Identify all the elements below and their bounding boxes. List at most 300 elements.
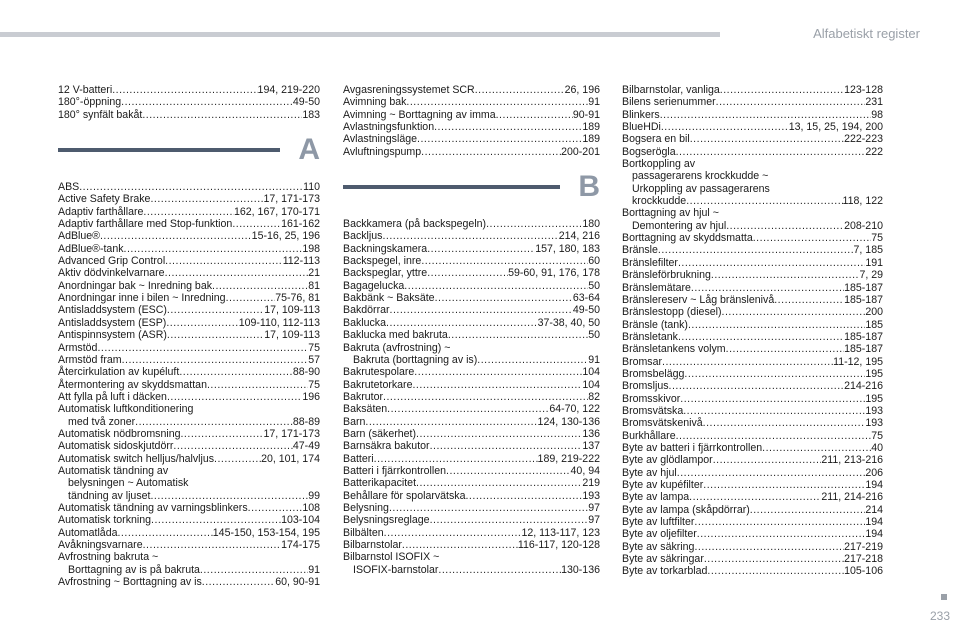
index-entry <box>58 255 320 267</box>
page-number: 233 <box>929 609 950 623</box>
index-entry-line <box>343 267 600 279</box>
entry-text: Blinkers <box>622 108 660 121</box>
entry-text: AdBlue®-tank <box>58 242 124 255</box>
entry-text: Att fylla på luft i däcken <box>58 390 167 403</box>
entry-pages: 189, 219-222 <box>537 452 600 465</box>
index-entry <box>58 267 320 279</box>
index-entry <box>622 158 883 207</box>
index-entry <box>622 393 883 405</box>
dot-leader <box>414 366 582 378</box>
dot-leader <box>179 366 293 378</box>
dot-leader <box>427 243 535 255</box>
entry-text: Avlastningsläge <box>343 133 418 146</box>
entry-pages: 26, 196 <box>564 84 600 96</box>
entry-pages: 214, 216 <box>558 230 600 243</box>
entry-pages: 214-216 <box>844 380 883 393</box>
dot-leader <box>226 292 276 304</box>
entry-text: Borttagning av skyddsmatta <box>622 232 753 245</box>
dot-leader <box>713 454 822 466</box>
entry-pages: 123-128 <box>844 84 883 96</box>
entry-text: Byte av luftfilter <box>622 516 695 529</box>
entry-text: Bränsleförbrukning <box>622 269 711 282</box>
entry-text: Bromsskivor <box>622 392 681 405</box>
entry-pages: 75 <box>308 378 320 391</box>
dot-leader <box>726 343 844 355</box>
entry-pages: 104 <box>582 378 600 391</box>
entry-pages: 116-117, 120-128 <box>517 539 600 551</box>
index-column-1 <box>58 84 320 588</box>
entry-text: Bilens serienummer <box>622 96 716 109</box>
entry-text: Bränslereserv ~ Låg bränslenivå <box>622 293 775 306</box>
index-entry <box>343 121 600 133</box>
entry-pages: 185 <box>865 318 883 331</box>
dot-leader <box>387 403 549 415</box>
index-entry <box>622 244 883 256</box>
entry-pages: 20, 101, 174 <box>261 452 320 465</box>
section-letter: A <box>298 133 320 167</box>
index-entry-line <box>622 343 883 355</box>
entry-pages: 193 <box>865 404 883 417</box>
entry-text: Batterikapacitet <box>343 477 417 490</box>
index-entry-line <box>622 417 883 429</box>
entry-text: Bromsar <box>622 355 663 368</box>
index-entry <box>622 430 883 442</box>
index-entry <box>58 391 320 403</box>
index-entry <box>58 428 320 440</box>
entry-pages: 189 <box>582 121 600 134</box>
entry-text: BlueHDi <box>622 121 661 134</box>
index-entry <box>343 403 600 415</box>
entry-pages: 217-219 <box>844 540 883 553</box>
index-entry-line <box>58 304 320 316</box>
dot-leader <box>404 280 588 292</box>
index-entry-line <box>58 218 320 230</box>
entry-text: Bakrutetorkare <box>343 378 413 391</box>
index-entry-line <box>622 442 883 454</box>
index-column-2 <box>343 84 600 576</box>
entry-text: Bränsle <box>622 244 658 257</box>
index-entry-line <box>58 403 320 415</box>
dot-leader <box>722 306 866 318</box>
entry-text: Bakrutespolare <box>343 366 415 379</box>
entry-pages: 97 <box>588 501 600 514</box>
entry-pages: 118, 122 <box>842 195 883 208</box>
entry-text: Byte av lampa (skåpdörrar) <box>622 503 750 516</box>
index-entry-line <box>343 146 600 158</box>
index-entry <box>622 541 883 553</box>
section-divider <box>58 131 320 171</box>
dot-leader <box>720 84 844 96</box>
index-entry <box>58 576 320 588</box>
dot-leader <box>135 416 293 428</box>
index-entry <box>58 440 320 452</box>
entry-text: Byte av batteri i fjärrkontrollen <box>622 441 763 454</box>
index-entry <box>343 551 600 576</box>
index-entry <box>622 84 883 96</box>
index-entry-line <box>343 490 600 502</box>
index-entry <box>58 280 320 292</box>
index-entry-line <box>58 84 320 96</box>
entry-text: Bakrutor <box>343 390 384 403</box>
dot-leader <box>79 181 303 193</box>
dot-leader <box>200 564 308 576</box>
index-entry <box>58 551 320 576</box>
dot-leader <box>678 331 844 343</box>
index-entry-line <box>343 527 600 539</box>
entry-pages: 195 <box>865 367 883 380</box>
index-entry-line <box>58 453 320 465</box>
dot-leader <box>694 541 844 553</box>
dot-leader <box>122 354 309 366</box>
index-entry <box>343 539 600 551</box>
entry-text: Bakdörrar <box>343 304 390 317</box>
entry-text: med två zoner <box>68 415 136 428</box>
dot-leader <box>232 218 281 230</box>
index-entry <box>58 317 320 329</box>
entry-pages: 81 <box>308 279 320 292</box>
index-entry <box>58 304 320 316</box>
index-entry-line <box>58 391 320 403</box>
dot-leader <box>662 356 833 368</box>
entry-text: Bakruta (borttagning av is) <box>353 353 478 366</box>
index-entry-line <box>343 121 600 133</box>
entry-text: Bakbänk ~ Baksäte <box>343 292 435 305</box>
entry-text: Avåkningsvarnare <box>58 539 143 551</box>
index-entry <box>343 109 600 121</box>
index-entry <box>622 146 883 158</box>
entry-pages: 208-210 <box>844 219 883 232</box>
index-entry <box>343 267 600 279</box>
dot-leader <box>435 292 573 304</box>
dot-leader <box>707 565 844 577</box>
entry-text: Behållare för spolarvätska <box>343 489 466 502</box>
section-letter: B <box>578 170 600 204</box>
entry-pages: 75 <box>871 429 883 442</box>
entry-pages: 98 <box>871 108 883 121</box>
index-entry <box>622 417 883 429</box>
index-entry-line <box>622 541 883 553</box>
index-entry <box>343 465 600 477</box>
entry-text: Borttagning av is på bakruta <box>68 563 200 576</box>
entry-pages: 75 <box>871 232 883 245</box>
dot-leader <box>386 317 538 329</box>
index-entry-line <box>622 257 883 269</box>
entry-text: Bilbarnstolar <box>343 539 402 551</box>
index-entry <box>622 207 883 232</box>
index-entry <box>58 502 320 514</box>
index-entry <box>622 282 883 294</box>
index-entry <box>343 477 600 489</box>
entry-text: Bagageluckа <box>343 279 405 292</box>
entry-pages: 183 <box>302 108 320 121</box>
entry-text: Bogserögla <box>622 145 676 158</box>
index-entry <box>343 280 600 292</box>
index-entry <box>343 243 600 255</box>
entry-pages: 174-175 <box>281 539 320 551</box>
index-entry <box>58 379 320 391</box>
index-entry <box>622 109 883 121</box>
entry-pages: 206 <box>865 466 883 479</box>
dot-leader <box>691 282 844 294</box>
dot-leader <box>661 121 789 133</box>
index-entry <box>58 206 320 218</box>
dot-leader <box>150 490 308 502</box>
index-entry-line <box>622 405 883 417</box>
entry-text: Byte av kupéfilter <box>622 479 704 491</box>
index-entry <box>343 490 600 502</box>
index-entry <box>622 319 883 331</box>
index-entry-line <box>58 502 320 514</box>
index-entry-line <box>622 528 883 540</box>
entry-pages: 185-187 <box>844 281 883 294</box>
dot-leader <box>438 564 561 576</box>
entry-pages: 17, 171-173 <box>263 427 320 440</box>
entry-pages: 214 <box>865 503 883 516</box>
index-entry <box>622 565 883 577</box>
dot-leader <box>214 453 261 465</box>
index-subentry-line <box>632 220 883 232</box>
entry-text: Batteri <box>343 452 374 465</box>
entry-pages: 189 <box>582 133 600 146</box>
index-entry <box>58 465 320 502</box>
index-entry-line <box>622 504 883 516</box>
entry-pages: 91 <box>588 353 600 366</box>
entry-pages: 50 <box>588 279 600 292</box>
index-entry-line <box>622 467 883 479</box>
index-entry <box>58 354 320 366</box>
index-entry-line <box>622 454 883 466</box>
entry-pages: 91 <box>308 563 320 576</box>
entry-text: Automatisk switch helljus/halvljus <box>58 452 215 465</box>
dot-leader <box>669 380 845 392</box>
entry-text: Backkamera (på backspegeln) <box>343 218 487 231</box>
entry-pages: 124, 130-136 <box>537 415 600 428</box>
dot-leader <box>427 267 508 279</box>
dot-leader <box>676 146 866 158</box>
index-entry <box>622 96 883 108</box>
entry-text: Automatisk luftkonditionering <box>58 403 194 416</box>
entry-pages: 217-218 <box>844 553 883 566</box>
entry-pages: 194, 219-220 <box>257 84 320 96</box>
index-entry-line <box>622 430 883 442</box>
entry-pages: 157, 180, 183 <box>535 242 600 255</box>
index-subentry <box>343 354 600 366</box>
index-entry <box>343 255 600 267</box>
entry-pages: 37-38, 40, 50 <box>537 316 600 329</box>
entry-pages: 17, 109-113 <box>264 304 320 317</box>
dot-leader <box>496 109 573 121</box>
index-entry <box>58 230 320 242</box>
entry-pages: 40 <box>871 441 883 454</box>
entry-pages: 59-60, 91, 176, 178 <box>508 267 600 280</box>
dot-leader <box>677 467 866 479</box>
dot-leader <box>430 440 583 452</box>
index-entry-line <box>622 319 883 331</box>
index-entry-line <box>58 551 320 563</box>
index-entry-line <box>343 366 600 378</box>
index-entry-line <box>622 368 883 380</box>
entry-pages: 112-113 <box>282 255 320 268</box>
index-entry <box>343 292 600 304</box>
index-subentry <box>58 477 320 489</box>
dot-leader <box>465 490 582 502</box>
entry-text: Automatisk nödbromsning <box>58 427 181 440</box>
entry-text: Avfrostning ~ Borttagning av is <box>58 576 202 589</box>
index-entry <box>343 218 600 230</box>
entry-text: Antisladdsystem (ESP) <box>58 316 167 329</box>
index-entry-line <box>622 294 883 306</box>
index-subentry-line <box>632 183 883 195</box>
index-entry-line <box>58 317 320 329</box>
entry-pages: 40, 94 <box>570 464 600 477</box>
entry-text: Bortkoppling av <box>622 158 696 171</box>
entry-pages: 137 <box>582 440 600 453</box>
index-entry-line <box>343 84 600 96</box>
entry-pages: 12, 113-117, 123 <box>521 526 600 539</box>
index-entry <box>343 391 600 403</box>
index-subentry-line <box>632 170 883 182</box>
entry-pages: 110 <box>303 181 320 194</box>
entry-text: Byte av oljefilter <box>622 528 697 541</box>
entry-text: Bränsle (tank) <box>622 318 688 331</box>
index-entry <box>58 329 320 341</box>
entry-pages: 50 <box>588 329 600 342</box>
entry-pages: 15-16, 25, 196 <box>251 230 320 243</box>
page-header-title: Alfabetiskt register <box>813 26 920 41</box>
index-entry-line <box>58 366 320 378</box>
entry-text: 12 V-batteri <box>58 84 113 96</box>
index-entry <box>622 504 883 516</box>
index-entry-line <box>622 146 883 158</box>
index-entry <box>343 317 600 329</box>
index-entry-line <box>343 255 600 267</box>
entry-text: Bilbälten <box>343 526 384 539</box>
entry-pages: 17, 171-173 <box>263 193 320 206</box>
entry-text: Burkhållare <box>622 429 676 442</box>
dot-leader <box>684 368 865 380</box>
index-entry-line <box>343 109 600 121</box>
index-entry <box>343 146 600 158</box>
index-entry-line <box>58 539 320 551</box>
index-entry-line <box>58 280 320 292</box>
index-entry-line <box>622 244 883 256</box>
index-entry <box>58 292 320 304</box>
dot-leader <box>446 465 570 477</box>
entry-pages: 185-187 <box>844 330 883 343</box>
entry-pages: 103-104 <box>281 514 320 527</box>
entry-text: Backningskamera <box>343 242 428 255</box>
dot-leader <box>753 232 871 244</box>
dot-leader <box>421 146 561 158</box>
entry-pages: 191 <box>865 256 883 269</box>
header-bar <box>0 32 720 37</box>
dot-leader <box>689 491 821 503</box>
entry-pages: 105-106 <box>844 565 883 578</box>
entry-pages: 231 <box>865 96 883 109</box>
index-entry-line <box>58 96 320 108</box>
entry-text: Bränsletank <box>622 330 678 343</box>
dot-leader <box>406 96 588 108</box>
dot-leader <box>117 527 212 539</box>
dot-leader <box>365 416 537 428</box>
dot-leader <box>374 453 538 465</box>
entry-pages: 60 <box>588 255 600 268</box>
dot-leader <box>165 255 283 267</box>
entry-pages: 109-110, 112-113 <box>238 316 320 329</box>
dot-leader <box>390 304 573 316</box>
index-entry <box>622 343 883 355</box>
dot-leader <box>166 317 238 329</box>
entry-pages: 63-64 <box>572 292 600 305</box>
index-entry-line <box>622 232 883 244</box>
entry-text: Antisladdsystem (ESC) <box>58 304 167 317</box>
index-entry <box>58 109 320 121</box>
dot-leader <box>434 121 582 133</box>
entry-pages: 91 <box>588 96 600 109</box>
entry-text: passagerarens krockkudde ~ <box>632 170 769 183</box>
index-entry <box>622 294 883 306</box>
entry-text: Baklucka <box>343 316 386 329</box>
entry-pages: 211, 213-216 <box>821 454 883 467</box>
dot-leader <box>697 528 866 540</box>
index-entry-line <box>58 465 320 477</box>
index-entry-line <box>343 391 600 403</box>
dot-leader <box>704 553 844 565</box>
entry-text: Bränslemätare <box>622 281 691 294</box>
index-entry <box>622 528 883 540</box>
index-entry <box>58 243 320 255</box>
page-corner-marker <box>941 594 947 600</box>
index-entry-line <box>58 292 320 304</box>
entry-pages: 185-187 <box>844 293 883 306</box>
index-entry <box>622 257 883 269</box>
entry-pages: 219 <box>582 477 600 490</box>
index-entry-line <box>622 121 883 133</box>
dot-leader <box>486 218 582 230</box>
index-entry-line <box>622 84 883 96</box>
index-entry-line <box>343 453 600 465</box>
index-entry-line <box>58 243 320 255</box>
index-entry <box>622 356 883 368</box>
entry-text: Bromsbelägg <box>622 367 685 380</box>
index-entry-line <box>343 329 600 341</box>
dot-leader <box>703 479 865 491</box>
entry-pages: 75-76, 81 <box>275 292 320 305</box>
index-entry-line <box>622 158 883 170</box>
entry-text: Byte av säkringar <box>622 553 704 566</box>
entry-pages: 17, 109-113 <box>264 329 320 342</box>
index-entry-line <box>343 230 600 242</box>
index-entry <box>343 133 600 145</box>
dot-leader <box>167 391 302 403</box>
entry-pages: 162, 167, 170-171 <box>233 205 320 218</box>
index-entry-line <box>58 440 320 452</box>
entry-pages: 88-89 <box>292 415 320 428</box>
dot-leader <box>212 280 308 292</box>
index-entry <box>343 329 600 341</box>
dot-leader <box>683 405 865 417</box>
index-entry <box>58 453 320 465</box>
index-entry <box>622 442 883 454</box>
index-subentry-line <box>353 354 600 366</box>
index-entry <box>58 403 320 428</box>
index-entry-line <box>343 440 600 452</box>
entry-text: Anordningar bak ~ Inredning bak <box>58 279 213 292</box>
entry-text: AdBlue® <box>58 230 100 243</box>
entry-text: Bränslefilter <box>622 256 678 269</box>
entry-pages: 64-70, 122 <box>549 403 600 416</box>
index-entry <box>622 479 883 491</box>
